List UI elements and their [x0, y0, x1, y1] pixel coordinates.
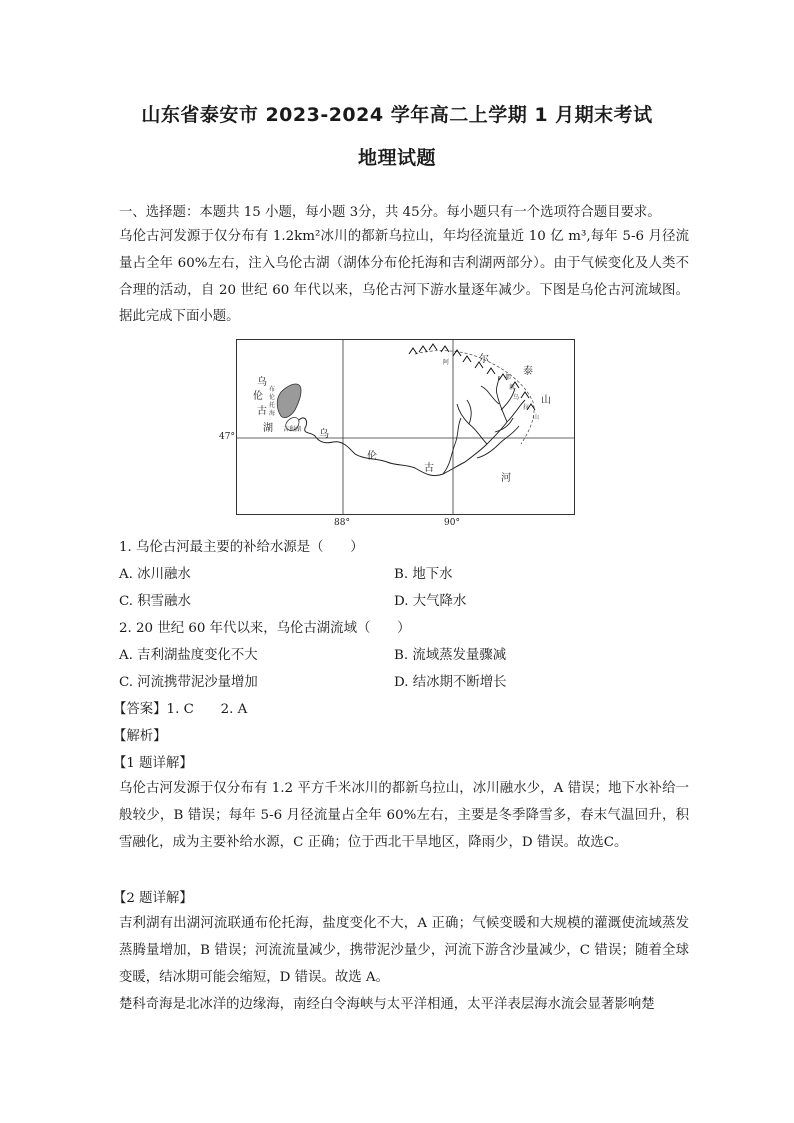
question-1-stem: 1. 乌伦古河最主要的补给水源是（ ）	[119, 540, 364, 555]
q2-option-b: B. 流域蒸发量骤减	[394, 648, 507, 663]
q2-option-c: C. 河流携带泥沙量增加	[119, 675, 258, 690]
duxin-label-4: 拉	[523, 404, 530, 411]
river-label-4: 河	[501, 473, 511, 484]
altai-label-3: 泰	[523, 366, 533, 377]
answer-line: 【答案】1. C 2. A	[113, 702, 248, 717]
analysis-label: 【解析】	[113, 729, 167, 744]
q1-option-b: B. 地下水	[394, 567, 453, 582]
altai-label-1: 阿	[443, 359, 450, 366]
altai-label-4: 山	[541, 395, 551, 406]
q1-option-c: C. 积雪融水	[119, 594, 191, 609]
duxin-label-1: 都	[505, 374, 512, 381]
question-passage: 乌伦古河发源于仅分布有 1.2km²冰川的都新乌拉山，年均径流量近 10 亿 m³,每年 5-6 月径流量占全年 60%左右，注入乌伦古湖（湖体分布伦托海和吉利湖两部分）。由于气候变化及人类不合理的活动，自 20 世纪 60 年代以来，乌伦古河下游水量逐年减少。下图是乌伦古河流域图。据此完成下面小题。	[119, 229, 689, 325]
buluntuo-label-1: 布	[269, 386, 276, 393]
wulungu-river	[299, 418, 507, 476]
q2-detail-text: 吉利湖有出湖河流联通布伦托海，盐度变化不大，A 正确；气候变暖和大规模的灌溉使流域蒸发蒸腾量增加，B 错误；河流流量减少，携带泥沙量少，河流下游含沙量减少，C 错误；随着全球变暖，结冰期可能会缩短，D 错误。故选 A。	[119, 916, 689, 985]
q1-detail-text: 乌伦古河发源于仅分布有 1.2 平方千米冰川的都新乌拉山，冰川融水少，A 错误；地下水补给一般较少，B 错误；每年 5-6 月径流量占全年 60%左右，主要是冬季降雪多，春末气温回升，积雪融化，成为主要补给水源，C 正确；位于西北干旱地区，降雨少，D 错误。故选C。	[119, 781, 689, 850]
lake-label-2: 伦	[253, 391, 263, 402]
tributary-1	[496, 376, 507, 422]
buluntuo-label-3: 托	[269, 402, 276, 409]
next-passage-text: 楚科奇海是北冰洋的边缘海，南经白令海峡与太平洋相通，太平洋表层海水流会显著影响楚	[119, 997, 655, 1012]
buluntuo-label-2: 伦	[269, 394, 276, 401]
wulungu-river-basin-map	[236, 339, 575, 515]
duxin-label-5: 山	[533, 414, 540, 421]
q1-option-d: D. 大气降水	[394, 594, 467, 609]
latitude-label: 47°	[219, 432, 235, 442]
q1-option-a: A. 冰川融水	[119, 567, 191, 582]
lake-label-3: 古	[257, 406, 267, 417]
river-label-3: 古	[424, 463, 434, 474]
q2-option-a: A. 吉利湖盐度变化不大	[119, 648, 258, 663]
duxin-label-2: 新	[509, 384, 516, 391]
section-heading: 一、选择题：本题共 15 小题，每小题 3分，共 45分。每小题只有一个选项符合题目要求。	[119, 205, 661, 220]
buluntuo-sea	[277, 384, 301, 418]
tributary-5	[467, 400, 471, 424]
lake-label-1: 乌	[257, 377, 267, 388]
duxin-label-3: 乌	[513, 394, 520, 401]
question-2-stem: 2. 20 世纪 60 年代以来，乌伦古湖流域（ ）	[119, 621, 411, 636]
river-label-2: 伦	[367, 451, 377, 462]
altai-label-2: 尔	[479, 354, 489, 365]
q2-detail-heading: 【2 题详解】	[113, 891, 193, 906]
jili-lake-label: 吉利湖	[283, 426, 302, 433]
longitude-label-88: 88°	[334, 518, 350, 528]
q1-detail-heading: 【1 题详解】	[113, 756, 193, 771]
lake-label-4: 湖	[263, 423, 273, 434]
longitude-label-90: 90°	[444, 518, 460, 528]
buluntuo-label-4: 海	[269, 410, 276, 417]
river-label-1: 乌	[319, 429, 329, 440]
document-subtitle: 地理试题	[357, 147, 436, 169]
document-title: 山东省泰安市 2023-2024 学年高二上学期 1 月期末考试	[141, 104, 653, 126]
q2-option-d: D. 结冰期不断增长	[394, 675, 507, 690]
